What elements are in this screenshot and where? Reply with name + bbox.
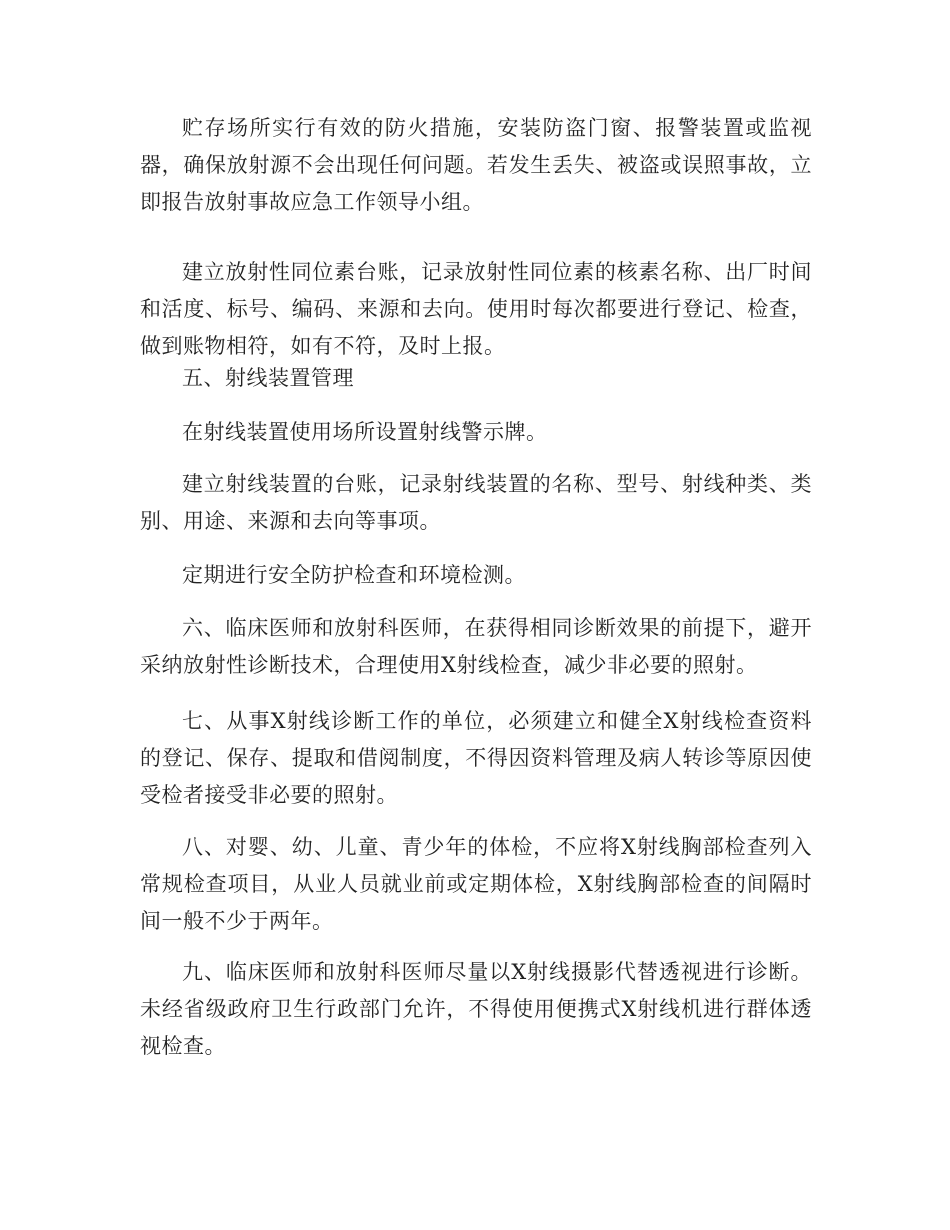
paragraph-section-8: 八、对婴、幼、儿童、青少年的体检，不应将X射线胸部检查列入常规检查项目，从业人员就业前或定期体检，X射线胸部检查的间隔时间一般不少于两年。 — [140, 835, 812, 933]
paragraph-warning-sign: 在射线装置使用场所设置射线警示牌。 — [182, 420, 548, 444]
paragraph-periodic-inspection: 定期进行安全防护检查和环境检测。 — [182, 563, 526, 587]
paragraph-storage-fire-prevention: 贮存场所实行有效的防火措施，安装防盗门窗、报警装置或监视器，确保放射源不会出现任何问题。若发生丢失、被盗或误照事故，立即报告放射事故应急工作领导小组。 — [140, 116, 812, 214]
paragraph-section-7: 七、从事X射线诊断工作的单位，必须建立和健全X射线检查资料的登记、保存、提取和借阅制度，不得因资料管理及病人转诊等原因使受检者接受非必要的照射。 — [140, 709, 812, 807]
paragraph-section-6: 六、临床医师和放射科医师，在获得相同诊断效果的前提下，避开采纳放射性诊断技术，合理使用X射线检查，减少非必要的照射。 — [140, 616, 812, 677]
section-heading-5: 五、射线装置管理 — [182, 366, 354, 390]
paragraph-isotope-ledger: 建立放射性同位素台账，记录放射性同位素的核素名称、出厂时间和活度、标号、编码、来源和去向。使用时每次都要进行登记、检查，做到账物相符，如有不符，及时上报。 — [140, 260, 812, 358]
paragraph-section-9: 九、临床医师和放射科医师尽量以X射线摄影代替透视进行诊断。未经省级政府卫生行政部门允许，不得使用便携式X射线机进行群体透视检查。 — [140, 960, 812, 1058]
paragraph-device-ledger: 建立射线装置的台账，记录射线装置的名称、型号、射线种类、类别、用途、来源和去向等事项。 — [140, 472, 812, 533]
